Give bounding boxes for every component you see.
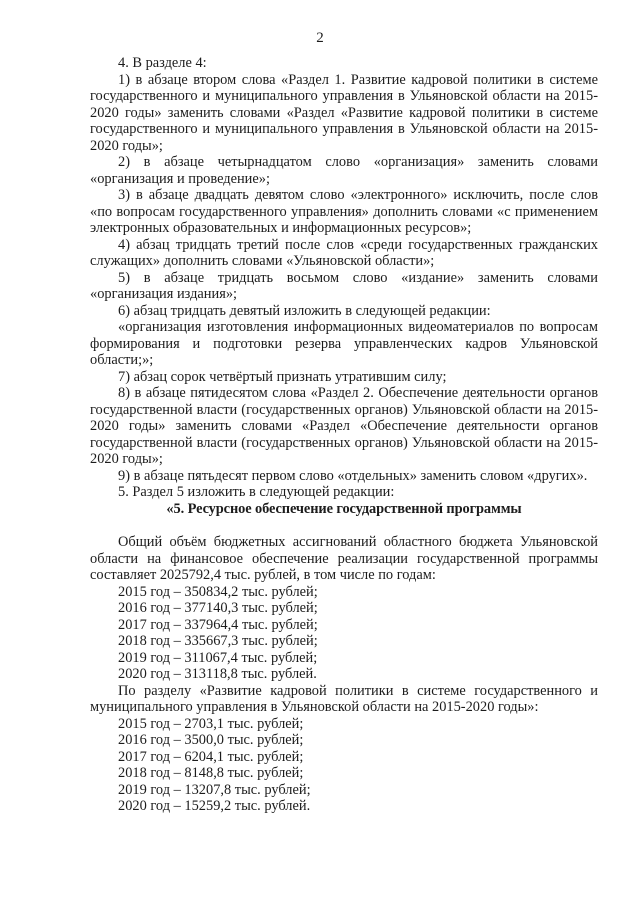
section4-heading: 4. В разделе 4: — [118, 55, 207, 71]
item-6: 6) абзац тридцать девятый изложить в следующей редакции: — [118, 302, 491, 319]
item-5: 5) в абзаце тридцать восьмом слово «издание» заменить словами «организация издания»; — [90, 269, 598, 302]
section5-heading: 5. Раздел 5 изложить в следующей редакции: — [118, 484, 395, 500]
section-year-2016: 2016 год – 3500,0 тыс. рублей; — [118, 732, 304, 748]
section5-title: «5. Ресурсное обеспечение государственной программы — [166, 500, 522, 517]
total-year-2018: 2018 год – 335667,3 тыс. рублей; — [118, 633, 318, 649]
spacer — [90, 517, 598, 534]
item-1: 1) в абзаце втором слова «Раздел 1. Развитие кадровой политики в системе государственного и муниципального управления в Ульяновской области на 2015-2020 годы» заменить словами «Раздел «Развитие кадровой политики в системе государственного и муниципального управления в Ульяновской области на 2015-2020 годы»; — [90, 71, 598, 154]
section-paragraph: По разделу «Развитие кадровой политики в системе государственного и муниципального управления в Ульяновской области на 2015-2020 годы»: — [90, 682, 598, 715]
total-year-2017: 2017 год – 337964,4 тыс. рублей; — [118, 616, 318, 633]
item-4: 4) абзац тридцать третий после слов «среди государственных гражданских служащих» дополнить словами «Ульяновской области»; — [90, 236, 598, 269]
item-3: 3) в абзаце двадцать девятом слово «электронного» исключить, после слов «по вопросам государственного управления» дополнить словами «с применением электронных образовательных и информационных ресурсов»; — [90, 187, 598, 236]
item-8: 8) в абзаце пятидесятом слова «Раздел 2. Обеспечение деятельности органов государственной власти (государственных органов) Ульяновской области на 2015-2020 годы» заменить словами «Раздел «Обеспечение деятельности органов государственной власти (государственных органов) Ульяновской области на 2015-2020 годы»; — [90, 385, 598, 467]
section-year-2015: 2015 год – 2703,1 тыс. рублей; — [118, 715, 304, 732]
item-9: 9) в абзаце пятьдесят первом слово «отдельных» заменить словом «других». — [118, 467, 588, 484]
total-year-2020: 2020 год – 313118,8 тыс. рублей. — [118, 666, 317, 682]
section-year-2017: 2017 год – 6204,1 тыс. рублей; — [118, 748, 304, 765]
section-year-2020: 2020 год – 15259,2 тыс. рублей. — [118, 798, 311, 814]
total-year-2016: 2016 год – 377140,3 тыс. рублей; — [118, 600, 318, 616]
total-year-2019: 2019 год – 311067,4 тыс. рублей; — [118, 649, 318, 666]
item-6-quote: «организация изготовления информационных видеоматериалов по вопросам формирования и подготовки резерва управленческих кадров Ульяновской области;»; — [90, 319, 598, 368]
document-body — [90, 55, 598, 815]
section-year-2019: 2019 год – 13207,8 тыс. рублей; — [118, 781, 311, 798]
page-number: 2 — [316, 30, 324, 46]
total-paragraph: Общий объём бюджетных ассигнований областного бюджета Ульяновской области на финансовое обеспечение реализации государственной программы составляет 2025792,4 тыс. рублей, в том числе по годам: — [90, 534, 598, 583]
item-7: 7) абзац сорок четвёртый признать утратившим силу; — [118, 368, 447, 385]
total-year-2015: 2015 год – 350834,2 тыс. рублей; — [118, 583, 318, 600]
item-2: 2) в абзаце четырнадцатом слово «организация» заменить словами «организация и проведение»; — [90, 154, 598, 187]
section-year-2018: 2018 год – 8148,8 тыс. рублей; — [118, 765, 304, 781]
